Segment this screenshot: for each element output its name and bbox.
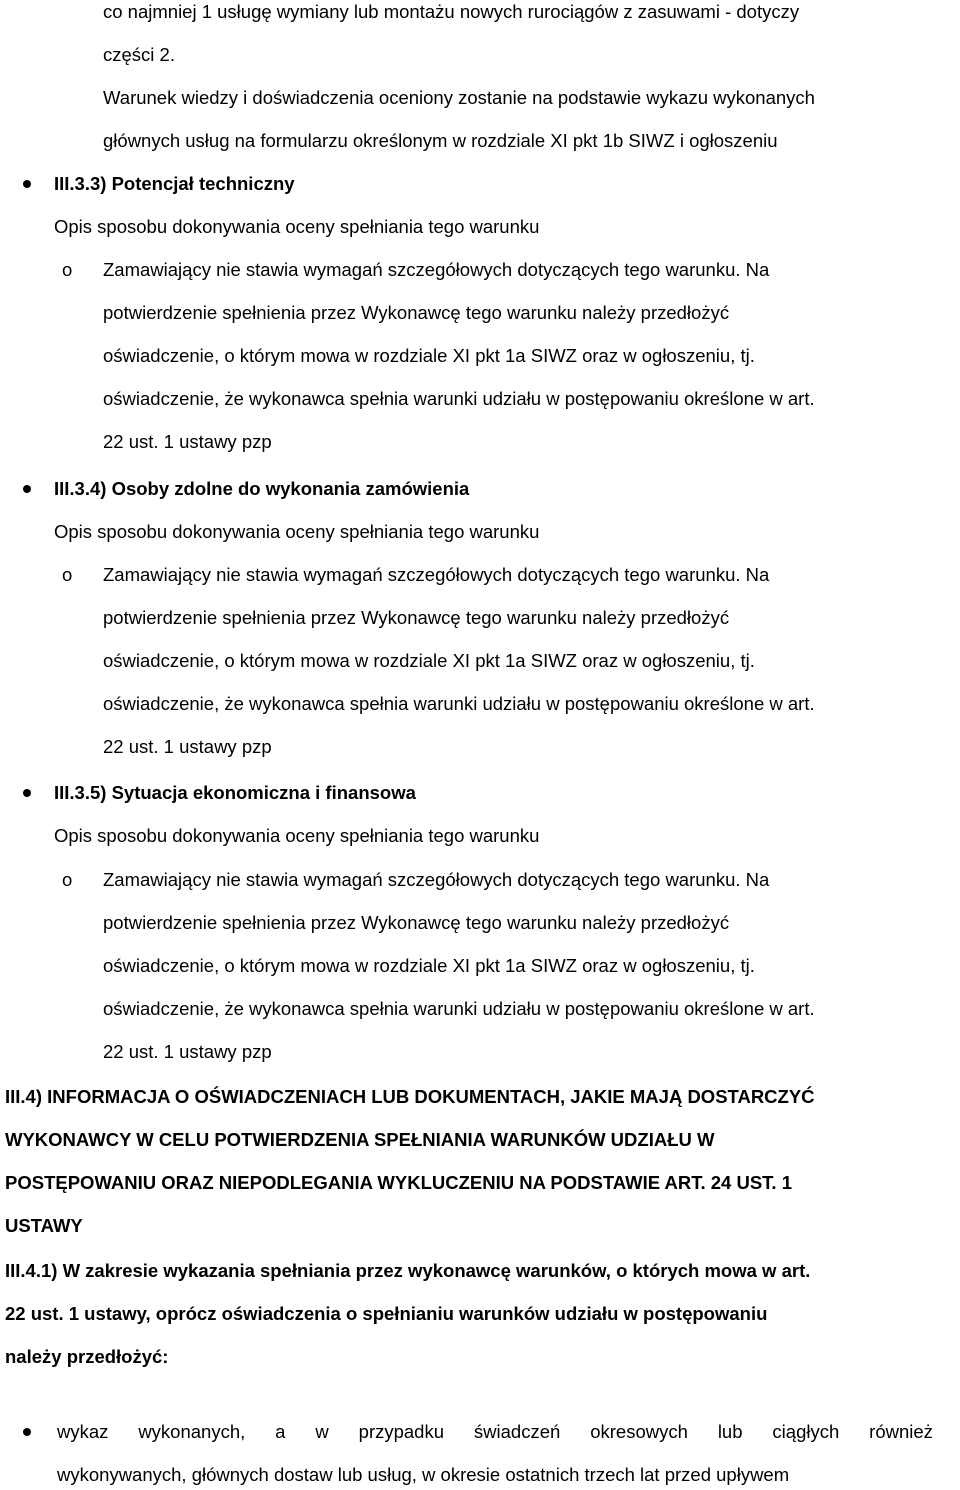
section-text-line: Zamawiający nie stawia wymagań szczegółowych dotyczących tego warunku. Na [103,564,770,585]
word: świadczeń [473,1421,561,1442]
last-bullet-line-2: wykonywanych, głównych dostaw lub usług, w okresie ostatnich trzech lat przed upływem [57,1464,790,1485]
list-marker: o [62,259,73,280]
iii4-heading-line-1: III.4) INFORMACJA O OŚWIADCZENIACH LUB DOKUMENTACH, JAKIE MAJĄ DOSTARCZYĆ [5,1086,815,1107]
intro-line-2: części 2. [103,44,175,65]
section-text-line: oświadczenie, o którym mowa w rozdziale XI pkt 1a SIWZ oraz w ogłoszeniu, tj. [103,345,755,366]
section-text-line: oświadczenie, o którym mowa w rozdziale XI pkt 1a SIWZ oraz w ogłoszeniu, tj. [103,955,755,976]
section-subheading: Opis sposobu dokonywania oceny spełniania tego warunku [54,825,540,846]
section-text-line: potwierdzenie spełnienia przez Wykonawcę tego warunku należy przedłożyć [103,302,730,323]
bullet-icon [23,180,31,188]
word: okresowych [590,1421,688,1442]
section-text-line: oświadczenie, o którym mowa w rozdziale XI pkt 1a SIWZ oraz w ogłoszeniu, tj. [103,650,755,671]
word: wykaz [57,1421,109,1442]
intro-line-4: głównych usług na formularzu określonym w rozdziale XI pkt 1b SIWZ i ogłoszeniu [103,130,778,151]
section-text-line: Zamawiający nie stawia wymagań szczegółowych dotyczących tego warunku. Na [103,259,770,280]
word: a [275,1421,286,1442]
iii4-heading-line-4: USTAWY [5,1215,83,1236]
bullet-icon [23,789,31,797]
section-text-line: 22 ust. 1 ustawy pzp [103,431,272,452]
word: wykonanych, [138,1421,246,1442]
section-subheading: Opis sposobu dokonywania oceny spełniania tego warunku [54,216,540,237]
intro-line-1: co najmniej 1 usługę wymiany lub montażu nowych rurociągów z zasuwami - dotyczy [103,1,800,22]
word: przypadku [358,1421,445,1442]
word: lub [717,1421,743,1442]
section-text-line: potwierdzenie spełnienia przez Wykonawcę tego warunku należy przedłożyć [103,607,730,628]
last-bullet-line-1 [57,1420,933,1444]
section-text-line: oświadczenie, że wykonawca spełnia warunki udziału w postępowaniu określone w art. [103,998,815,1019]
section-heading: III.3.4) Osoby zdolne do wykonania zamówienia [54,478,470,499]
section-text-line: oświadczenie, że wykonawca spełnia warunki udziału w postępowaniu określone w art. [103,388,815,409]
section-heading: III.3.3) Potencjał techniczny [54,173,295,194]
bullet-icon [23,1428,31,1436]
section-text-line: 22 ust. 1 ustawy pzp [103,736,272,757]
iii4-heading-line-3: POSTĘPOWANIU ORAZ NIEPODLEGANIA WYKLUCZENIU NA PODSTAWIE ART. 24 UST. 1 [5,1172,792,1193]
word: również [869,1421,933,1442]
section-text-line: oświadczenie, że wykonawca spełnia warunki udziału w postępowaniu określone w art. [103,693,815,714]
intro-line-3: Warunek wiedzy i doświadczenia oceniony zostanie na podstawie wykazu wykonanych [103,87,815,108]
word: w [315,1421,329,1442]
word: ciągłych [772,1421,840,1442]
section-text-line: potwierdzenie spełnienia przez Wykonawcę tego warunku należy przedłożyć [103,912,730,933]
list-marker: o [62,564,73,585]
iii4-heading-line-2: WYKONAWCY W CELU POTWIERDZENIA SPEŁNIANIA WARUNKÓW UDZIAŁU W [5,1129,715,1150]
section-text-line: 22 ust. 1 ustawy pzp [103,1041,272,1062]
iii41-line-3: należy przedłożyć: [5,1346,169,1367]
bullet-icon [23,485,31,493]
list-marker: o [62,869,73,890]
iii41-line-2: 22 ust. 1 ustawy, oprócz oświadczenia o spełnianiu warunków udziału w postępowaniu [5,1303,768,1324]
section-heading: III.3.5) Sytuacja ekonomiczna i finansowa [54,782,416,803]
section-text-line: Zamawiający nie stawia wymagań szczegółowych dotyczących tego warunku. Na [103,869,770,890]
iii41-line-1: III.4.1) W zakresie wykazania spełniania przez wykonawcę warunków, o których mowa w art. [5,1260,811,1281]
section-subheading: Opis sposobu dokonywania oceny spełniania tego warunku [54,521,540,542]
